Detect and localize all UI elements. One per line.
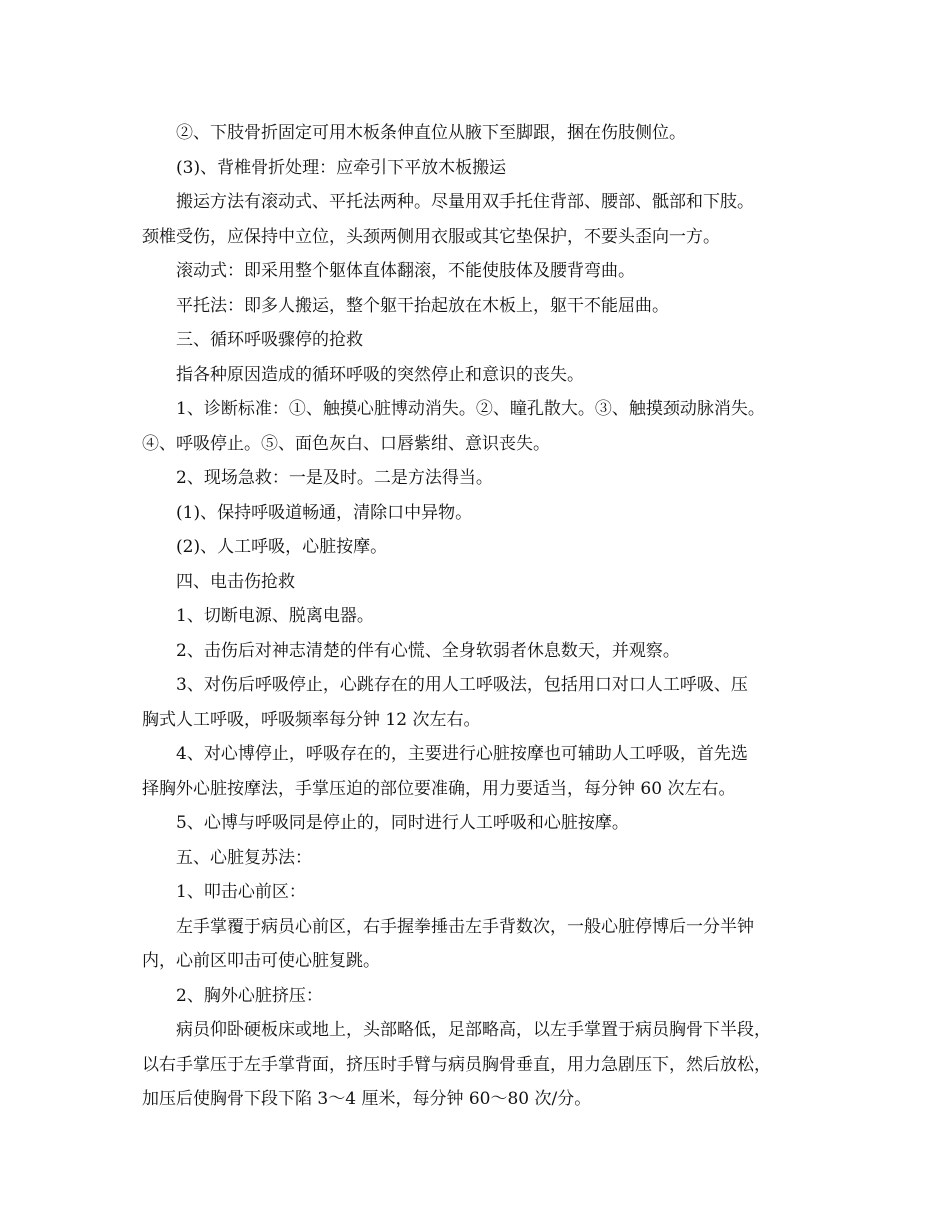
text-line: 滚动式：即采用整个躯体直体翻滚，不能使肢体及腰背弯曲。 — [176, 261, 635, 281]
text-line: 5、心博与呼吸同是停止的，同时进行人工呼吸和心脏按摩。 — [176, 813, 629, 833]
text-line: 3、对伤后呼吸停止，心跳存在的用人工呼吸法，包括用口对口人工呼吸、压 — [176, 675, 748, 695]
text-line: 五、心脏复苏法： — [176, 847, 312, 868]
text-line: 4、对心博停止，呼吸存在的，主要进行心脏按摩也可辅助人工呼吸，首先选 — [176, 744, 748, 764]
text-line: (2)、人工呼吸，心脏按摩。 — [176, 537, 388, 557]
text-line: 加压后使胸骨下段下陷 3～4 厘米，每分钟 60～80 次/分。 — [142, 1089, 592, 1109]
text-line: 1、切断电源、脱离电器。 — [176, 606, 374, 626]
text-line: 2、现场急救：一是及时。二是方法得当。 — [176, 468, 493, 488]
text-line: 择胸外心脏按摩法，手掌压迫的部位要准确，用力要适当，每分钟 60 次左右。 — [142, 778, 736, 799]
text-line: 2、胸外心脏挤压： — [176, 985, 323, 1006]
text-line: 2、击伤后对神志清楚的伴有心慌、全身软弱者休息数天，并观察。 — [176, 640, 680, 661]
text-line: 1、叩击心前区： — [176, 882, 306, 902]
text-line: 指各种原因造成的循环呼吸的突然停止和意识的丧失。 — [176, 364, 584, 385]
text-line: 平托法：即多人搬运，整个躯干抬起放在木板上，躯干不能屈曲。 — [176, 295, 669, 316]
document-body — [142, 116, 822, 1117]
text-line: ②、下肢骨折固定可用木板条伸直位从腋下至脚跟，捆在伤肢侧位。 — [176, 123, 686, 143]
text-line: 内，心前区叩击可使心脏复跳。 — [142, 951, 380, 971]
text-line: 四、电击伤抢救 — [176, 571, 295, 592]
text-line: 以右手掌压于左手掌背面，挤压时手臂与病员胸骨垂直，用力急剧压下，然后放松， — [142, 1054, 771, 1075]
text-line: 病员仰卧硬板床或地上，头部略低，足部略高，以左手掌置于病员胸骨下半段， — [176, 1020, 771, 1040]
text-line: 1、诊断标准：①、触摸心脏博动消失。②、瞳孔散大。③、触摸颈动脉消失。 — [176, 399, 765, 419]
text-line: (1)、保持呼吸道畅通，清除口中异物。 — [176, 502, 473, 523]
text-line: ④、呼吸停止。⑤、面色灰白、口唇紫绀、意识丧失。 — [142, 433, 550, 454]
text-line: (3)、背椎骨折处理：应牵引下平放木板搬运 — [176, 157, 507, 178]
text-line: 颈椎受伤，应保持中立位，头颈两侧用衣服或其它垫保护，不要头歪向一方。 — [142, 226, 720, 247]
text-line: 左手掌覆于病员心前区，右手握拳捶击左手背数次，一般心脏停博后一分半钟 — [176, 916, 754, 937]
text-line: 三、循环呼吸骤停的抢救 — [176, 330, 363, 350]
text-line: 搬运方法有滚动式、平托法两种。尽量用双手托住背部、腰部、骶部和下肢。 — [176, 192, 754, 212]
text-line: 胸式人工呼吸，呼吸频率每分钟 12 次左右。 — [142, 709, 481, 730]
